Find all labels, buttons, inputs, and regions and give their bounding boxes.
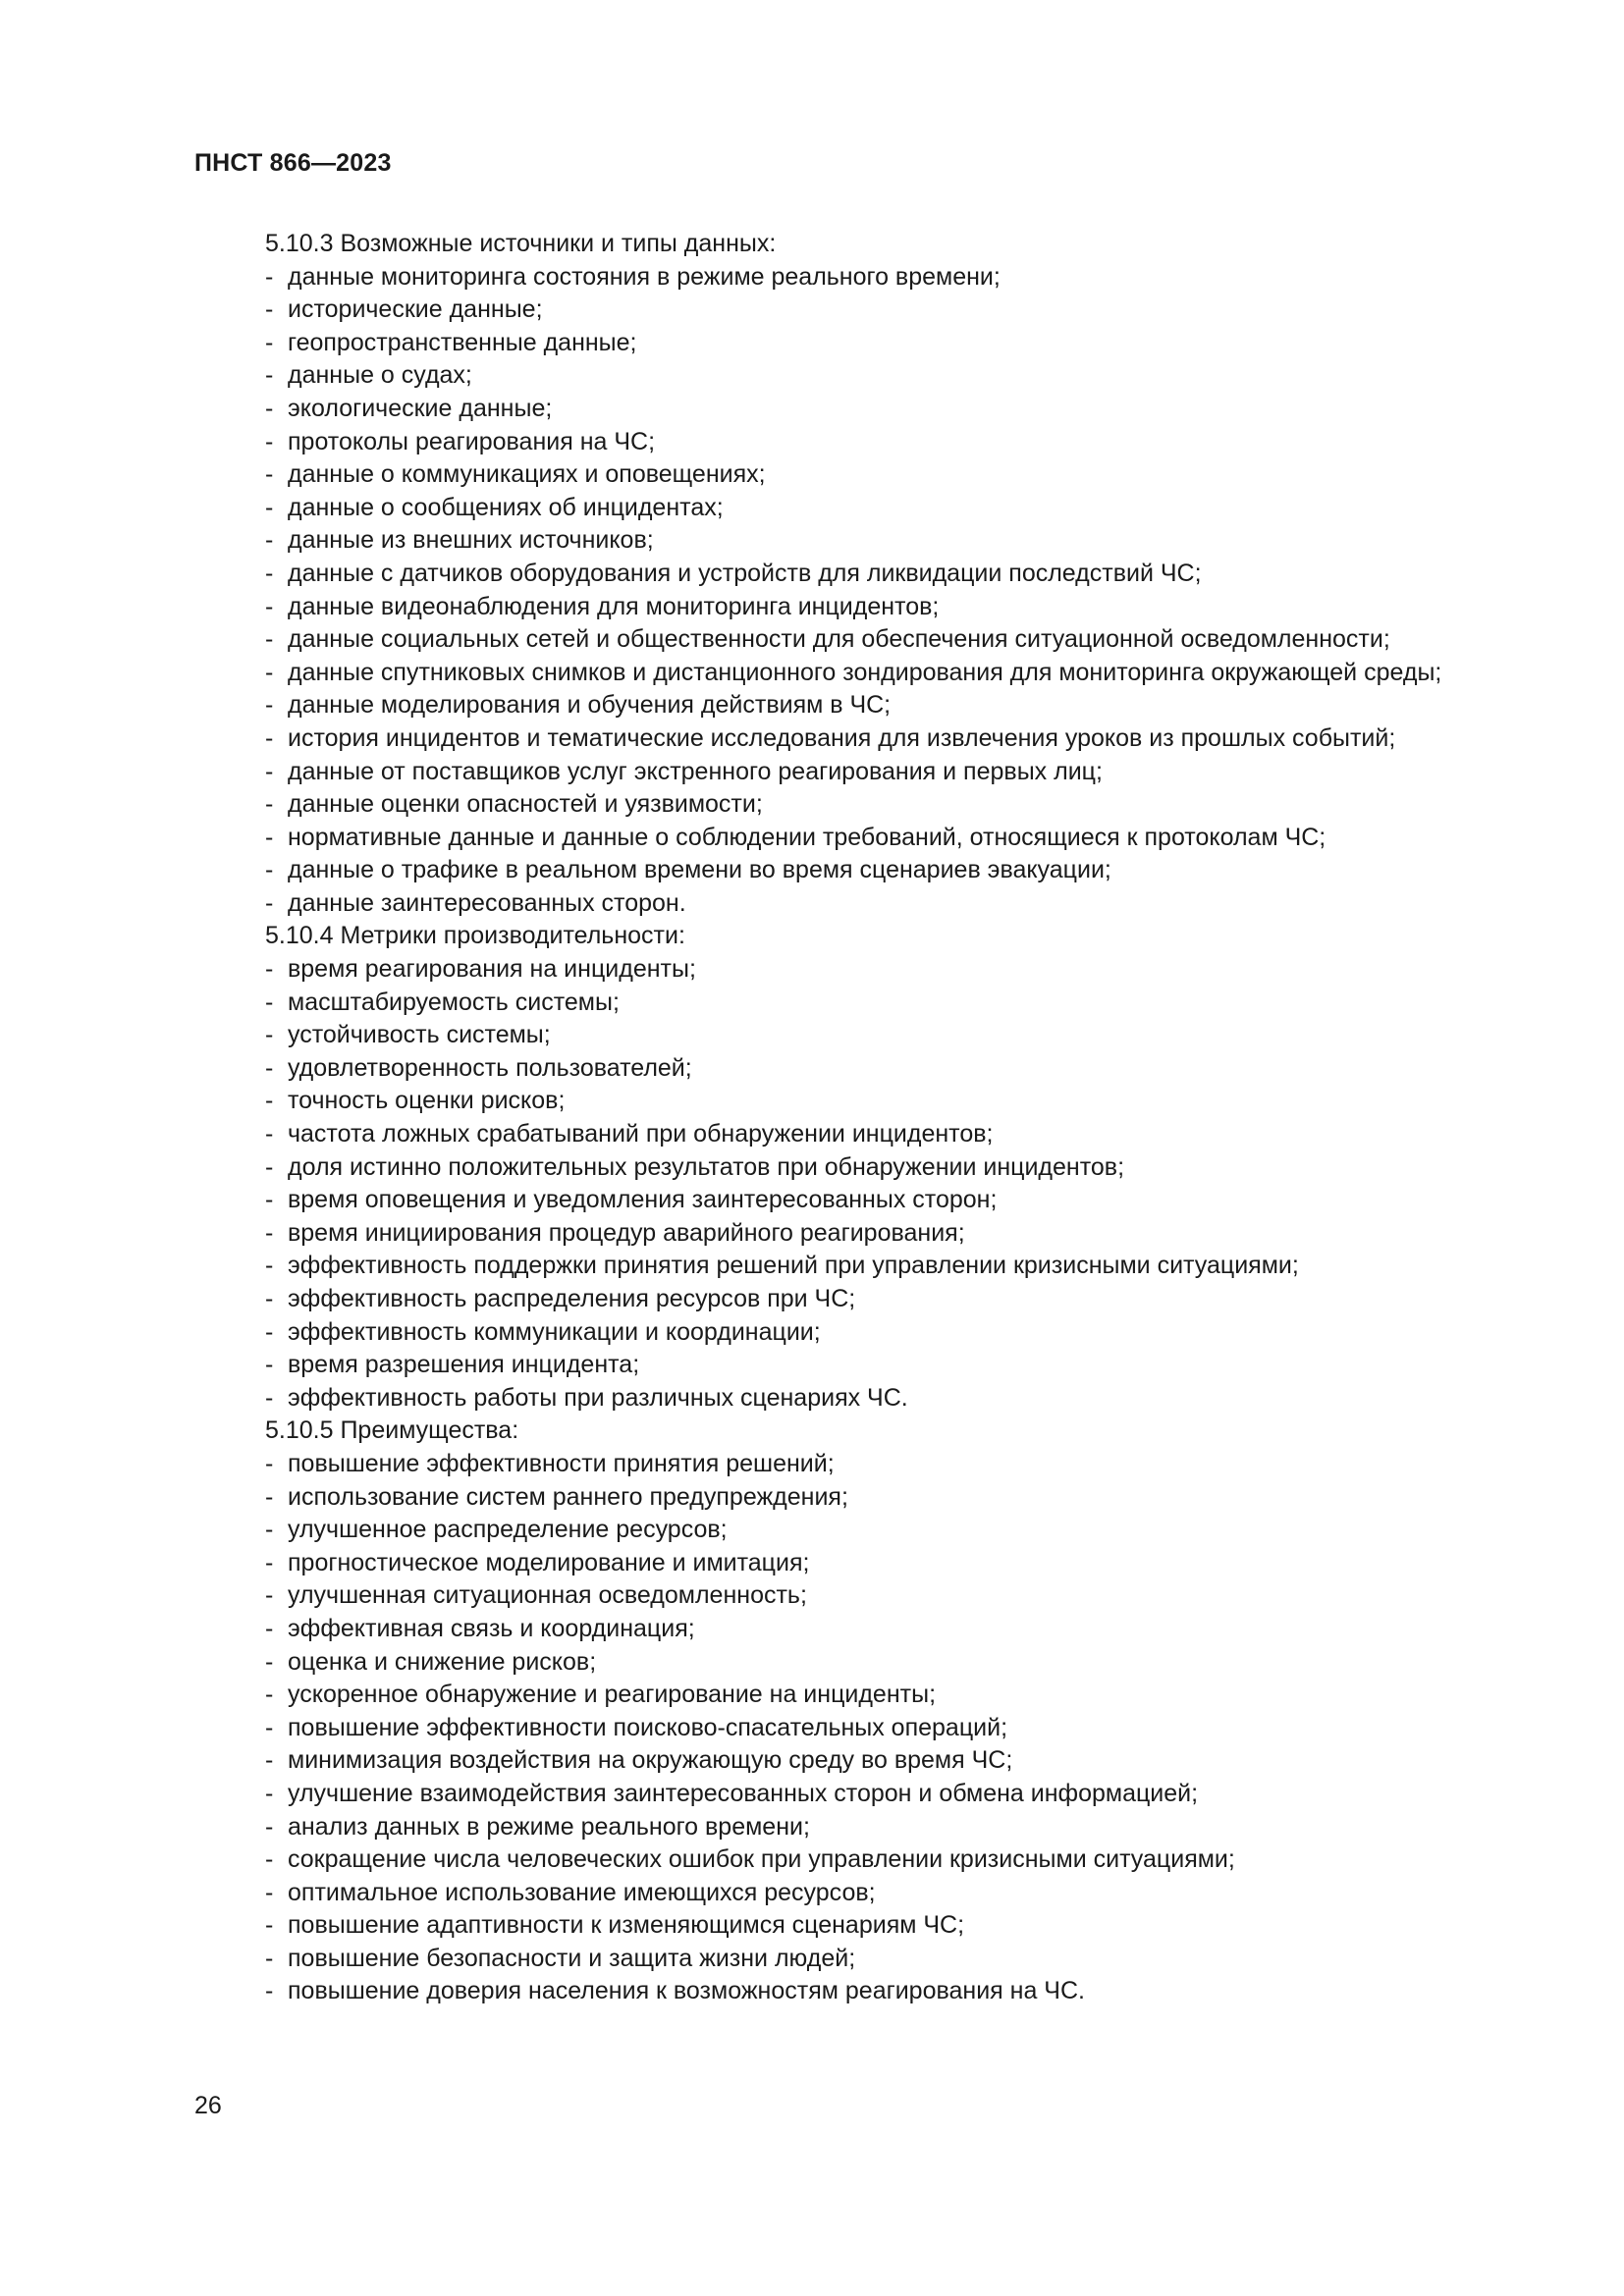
list-item-text: оптимальное использование имеющихся ресурсов; (288, 1878, 876, 1906)
list-item (194, 1613, 1528, 1646)
section-advantages (194, 1415, 1528, 2008)
list-dash: - (265, 1647, 274, 1676)
list-dash: - (265, 658, 274, 686)
list-dash: - (265, 1021, 274, 1049)
list-item-text: время разрешения инцидента; (288, 1351, 640, 1379)
page-number: 26 (194, 2092, 222, 2119)
list-dash: - (265, 1252, 274, 1280)
list-item-text: частота ложных срабатываний при обнаружении инцидентов; (288, 1120, 994, 1148)
list-item-text: история инцидентов и тематические исследования для извлечения уроков из прошлых событий; (288, 723, 1396, 752)
list-item-text: улучшенное распределение ресурсов; (288, 1516, 728, 1544)
list-dash: - (265, 1285, 274, 1312)
list-item-text: данные о трафике в реальном времени во время сценариев эвакуации; (288, 856, 1111, 884)
list-item-text: точность оценки рисков; (288, 1087, 566, 1115)
list-item-text: данные из внешних источников; (288, 526, 654, 555)
list-item (194, 1481, 1528, 1515)
list-dash: - (265, 361, 274, 390)
list-item (194, 558, 1528, 591)
list-item-text: время оповещения и уведомления заинтересованных сторон; (288, 1186, 998, 1214)
list-item-text: масштабируемость системы; (288, 988, 620, 1016)
list-dash: - (265, 1351, 274, 1379)
list-item (194, 1712, 1528, 1745)
section-heading: 5.10.3 Возможные источники и типы данных: (265, 230, 777, 257)
list-item (194, 623, 1528, 657)
list-item (194, 1217, 1528, 1251)
list-item (194, 953, 1528, 987)
list-dash: - (265, 888, 274, 917)
list-item (194, 854, 1528, 887)
list-item-text: использование систем раннего предупреждения; (288, 1482, 848, 1511)
list-item (194, 492, 1528, 525)
list-item-text: повышение адаптивности к изменяющимся сценариям ЧС; (288, 1911, 965, 1940)
list-item-text: оценка и снижение рисков; (288, 1647, 597, 1676)
data-sources-list (194, 261, 1528, 921)
list-dash: - (265, 1944, 274, 1972)
list-dash: - (265, 1878, 274, 1906)
list-item-text: устойчивость системы; (288, 1021, 551, 1049)
list-dash: - (265, 460, 274, 489)
list-dash: - (265, 1977, 274, 2005)
list-dash: - (265, 592, 274, 620)
list-dash: - (265, 1911, 274, 1940)
list-item-text: повышение эффективности поисково-спасательных операций; (288, 1713, 1008, 1741)
list-item (194, 1679, 1528, 1712)
list-dash: - (265, 625, 274, 654)
list-item-text: данные о коммуникациях и оповещениях; (288, 460, 766, 489)
list-item-text: эффективность поддержки принятия решений при управлении кризисными ситуациями; (288, 1252, 1299, 1280)
list-item (194, 524, 1528, 558)
list-item-text: время инициирования процедур аварийного реагирования; (288, 1218, 965, 1247)
list-item-text: геопространственные данные; (288, 328, 637, 356)
list-item-text: данные заинтересованных сторон. (288, 888, 686, 917)
list-item-text: повышение безопасности и защита жизни людей; (288, 1944, 856, 1972)
list-item (194, 426, 1528, 459)
list-item (194, 1448, 1528, 1481)
list-dash: - (265, 1548, 274, 1576)
list-item (194, 1316, 1528, 1350)
section-heading: 5.10.4 Метрики производительности: (265, 922, 685, 950)
list-dash: - (265, 1746, 274, 1775)
list-item (194, 1283, 1528, 1316)
list-item (194, 756, 1528, 789)
list-dash: - (265, 1186, 274, 1214)
list-item-text: данные о судах; (288, 361, 472, 390)
list-item-text: данные с датчиков оборудования и устройств для ликвидации последствий ЧС; (288, 559, 1202, 587)
list-dash: - (265, 790, 274, 819)
list-dash: - (265, 757, 274, 785)
list-dash: - (265, 723, 274, 752)
list-item (194, 359, 1528, 393)
list-item-text: данные о сообщениях об инцидентах; (288, 493, 724, 521)
list-dash: - (265, 691, 274, 720)
list-dash: - (265, 1812, 274, 1841)
list-item-text: минимизация воздействия на окружающую среду во время ЧС; (288, 1746, 1013, 1775)
list-item (194, 689, 1528, 722)
list-item-text: данные моделирования и обучения действиям в ЧС; (288, 691, 892, 720)
list-dash: - (265, 1681, 274, 1709)
list-item (194, 1811, 1528, 1844)
list-item-text: данные социальных сетей и общественности для обеспечения ситуационной осведомленности; (288, 625, 1390, 654)
list-dash: - (265, 1581, 274, 1610)
list-item (194, 1052, 1528, 1086)
list-item-text: эффективность работы при различных сценариях ЧС. (288, 1383, 908, 1412)
list-dash: - (265, 1317, 274, 1346)
list-dash: - (265, 955, 274, 984)
list-dash: - (265, 262, 274, 291)
list-item (194, 722, 1528, 756)
list-dash: - (265, 427, 274, 455)
list-dash: - (265, 1218, 274, 1247)
list-item (194, 1184, 1528, 1217)
advantages-list (194, 1448, 1528, 2008)
list-item (194, 1778, 1528, 1811)
list-item (194, 1151, 1528, 1185)
list-dash: - (265, 1152, 274, 1181)
list-item-text: удовлетворенность пользователей; (288, 1053, 692, 1082)
list-dash: - (265, 1449, 274, 1477)
list-item (194, 261, 1528, 294)
list-item (194, 1909, 1528, 1943)
list-item (194, 822, 1528, 855)
list-item-text: эффективность распределения ресурсов при ЧС; (288, 1285, 856, 1312)
list-dash: - (265, 988, 274, 1016)
list-item (194, 1943, 1528, 1976)
list-item (194, 1019, 1528, 1052)
list-item-text: данные видеонаблюдения для мониторинга инцидентов; (288, 592, 940, 620)
list-item (194, 393, 1528, 426)
list-dash: - (265, 856, 274, 884)
list-item-text: улучшенная ситуационная осведомленность; (288, 1581, 807, 1610)
list-item (194, 788, 1528, 822)
list-dash: - (265, 1713, 274, 1741)
list-item (194, 1250, 1528, 1283)
list-item (194, 458, 1528, 492)
section-heading: 5.10.5 Преимущества: (265, 1416, 519, 1445)
list-item-text: повышение доверия населения к возможностям реагирования на ЧС. (288, 1977, 1085, 2005)
list-item (194, 1744, 1528, 1778)
list-dash: - (265, 1482, 274, 1511)
list-dash: - (265, 394, 274, 422)
list-item (194, 1579, 1528, 1613)
list-item-text: протоколы реагирования на ЧС; (288, 427, 656, 455)
list-item (194, 1085, 1528, 1118)
list-item (194, 1975, 1528, 2008)
list-dash: - (265, 1779, 274, 1807)
list-item (194, 327, 1528, 360)
list-item-text: ускоренное обнаружение и реагирование на инциденты; (288, 1681, 937, 1709)
list-item-text: эффективность коммуникации и координации; (288, 1317, 821, 1346)
list-dash: - (265, 493, 274, 521)
list-item (194, 1843, 1528, 1877)
list-item (194, 887, 1528, 921)
list-item (194, 1877, 1528, 1910)
section-data-sources (194, 228, 1528, 920)
list-item-text: данные спутниковых снимков и дистанционного зондирования для мониторинга окружающей среды; (288, 658, 1442, 686)
list-item-text: время реагирования на инциденты; (288, 955, 696, 984)
list-dash: - (265, 1516, 274, 1544)
list-dash: - (265, 1120, 274, 1148)
section-performance-metrics (194, 920, 1528, 1415)
list-item-text: повышение эффективности принятия решений; (288, 1449, 835, 1477)
document-code: ПНСТ 866—2023 (194, 149, 392, 177)
list-dash: - (265, 559, 274, 587)
list-dash: - (265, 1614, 274, 1642)
list-item (194, 1349, 1528, 1382)
list-item-text: данные от поставщиков услуг экстренного реагирования и первых лиц; (288, 757, 1103, 785)
list-item (194, 1118, 1528, 1151)
list-item-text: улучшение взаимодействия заинтересованных сторон и обмена информацией; (288, 1779, 1199, 1807)
list-item-text: экологические данные; (288, 394, 553, 422)
list-item-text: анализ данных в режиме реального времени; (288, 1812, 810, 1841)
list-item (194, 1547, 1528, 1580)
document-body (194, 228, 1528, 2008)
list-item (194, 987, 1528, 1020)
list-dash: - (265, 328, 274, 356)
list-dash: - (265, 1845, 274, 1874)
list-dash: - (265, 526, 274, 555)
list-item-text: прогностическое моделирование и имитация; (288, 1548, 810, 1576)
list-item (194, 294, 1528, 327)
list-dash: - (265, 1053, 274, 1082)
list-item (194, 1514, 1528, 1547)
list-item-text: данные оценки опасностей и уязвимости; (288, 790, 763, 819)
list-item-text: сокращение числа человеческих ошибок при управлении кризисными ситуациями; (288, 1845, 1235, 1874)
list-dash: - (265, 823, 274, 851)
list-dash: - (265, 1383, 274, 1412)
list-item-text: исторические данные; (288, 295, 543, 324)
list-item-text: эффективная связь и координация; (288, 1614, 695, 1642)
list-item (194, 1646, 1528, 1680)
list-item (194, 591, 1528, 624)
list-item-text: доля истинно положительных результатов при обнаружении инцидентов; (288, 1152, 1125, 1181)
list-dash: - (265, 295, 274, 324)
list-item-text: данные мониторинга состояния в режиме реального времени; (288, 262, 1001, 291)
list-item (194, 657, 1528, 690)
performance-metrics-list (194, 953, 1528, 1415)
list-item-text: нормативные данные и данные о соблюдении требований, относящиеся к протоколам ЧС; (288, 823, 1326, 851)
list-item (194, 1382, 1528, 1415)
list-dash: - (265, 1087, 274, 1115)
